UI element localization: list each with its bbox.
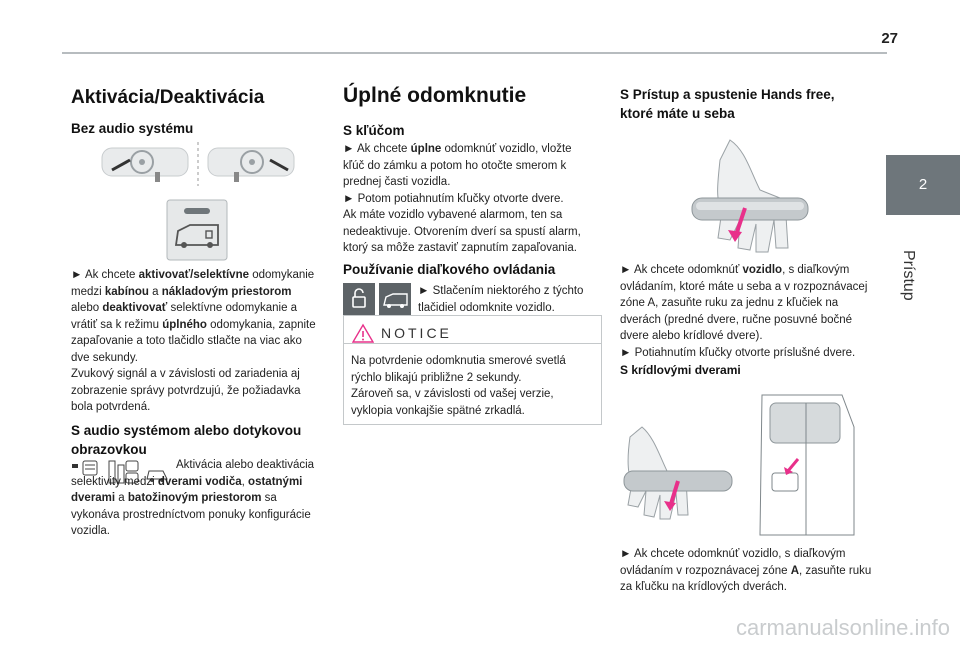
selective-unlock-button-icon (166, 199, 228, 261)
subtitle-remote: Používanie diaľkového ovládania (343, 262, 556, 277)
subtitle-with-key: S kľúčom (343, 123, 405, 138)
paragraph-confirmation: Zvukový signál a v závislosti od zariadenia aj zobrazenie správy potvrdzujú, že požiadavka bola potvrdená. (71, 368, 301, 413)
section-title-full-unlock: Úplné odomknutie (343, 84, 527, 107)
chapter-label: Prístup (900, 250, 917, 301)
paragraph-alarm: Ak máte vozidlo vybavené alarmom, ten sa nedeaktivuje. Otvorením dverí sa spustí alarm, ktorý sa môže zastaviť zapnutím zapaľovania. (343, 209, 581, 254)
remote-unlock-buttons-icon (343, 283, 415, 315)
paragraph-wing-door-unlock: ► Ak chcete odomknúť vozidlo, s diaľkovým ovládaním v rozpoznávacej zóne A, zasuňte ruku za kľučku na krídlových dverách. (620, 548, 872, 593)
paragraph-key-unlock: ► Ak chcete úplne odomknúť vozidlo, vložte kľúč do zámku a potom ho otočte smerom k prednej časti vozidla. ► Potom potiahnutím kľučky otvorte dvere. Ak máte vozidlo vybavené alarmom, ten sa nedeaktivuje. Otvorením dverí sa spustí alarm, ktorý sa môže zastaviť zapnutím zapaľovania. (343, 141, 595, 257)
paragraph-hands-free-unlock: ► Ak chcete odomknúť vozidlo, s diaľkovým ovládaním, ktoré máte u seba a v rozpoznávacej zóne A, zasuňte ruku za jednu z kľučiek na dverách (predné dvere, ručne posuvné bočné dvere alebo krídlové dvere). ► Potiahnutím kľučky otvorte príslušné dvere. (620, 262, 872, 361)
notice-divider (343, 343, 602, 344)
watermark: carmanualsonline.info (735, 615, 950, 640)
hand-door-handle-illustration (690, 130, 810, 260)
chapter-tab[interactable]: 2 (886, 155, 960, 215)
section-title-activation: Aktivácia/Deaktivácia (71, 87, 265, 108)
notice-title: NOTICE (381, 325, 452, 341)
subtitle-wing-doors: S krídlovými dverami (620, 363, 741, 377)
wing-doors-hand-illustration (622, 387, 860, 537)
paragraph-pull-handle: ► Potom potiahnutím kľučky otvorte dvere. (343, 192, 564, 205)
paragraph-remote-unlock: ► Stlačením niektorého z týchto tlačidiel odomknite vozidlo. (418, 285, 584, 314)
notice-text: Na potvrdenie odomknutia smerové svetlá rýchlo blikajú približne 2 sekundy. Zároveň sa, v závislosti od vašej verzie, vyklopia vonkajšie spätné zrkadlá. (351, 355, 566, 417)
section-title-hands-free: S Prístup a spustenie Hands free, ktoré máte u seba (620, 87, 835, 121)
dashboard-illustration (100, 142, 300, 187)
paragraph-activation-steps: ► Ak chcete aktivovať/selektívne odomykanie medzi kabínou a nákladovým priestorom alebo deaktivovať selektívne odomykanie a vrátiť sa k režimu úplného odomykania, zapnite zapaľovanie a toto tlačidlo stlačte na viac ako dve sekundy. Zvukový signál a v závislosti od zariadenia aj zobrazenie správy potvrdzujú, že požiadavka bola potvrdená. (71, 267, 321, 416)
subtitle-no-audio: Bez audio systému (71, 121, 194, 136)
paragraph-selectivity: Aktivácia alebo deaktivácia selektivity medzi dverami vodiča, ostatnými dverami a batožinovým priestorom sa vykonáva prostredníctvom ponuky konfigurácie vozidla. (71, 459, 315, 537)
paragraph-pull-door: ► Potiahnutím kľučky otvorte príslušné dvere. (620, 346, 856, 359)
warning-icon (352, 323, 374, 343)
header-rule (62, 52, 887, 54)
subtitle-audio-system: S audio systémom alebo dotykovou obrazovkou (71, 423, 302, 457)
page-number: 27 (881, 30, 898, 47)
